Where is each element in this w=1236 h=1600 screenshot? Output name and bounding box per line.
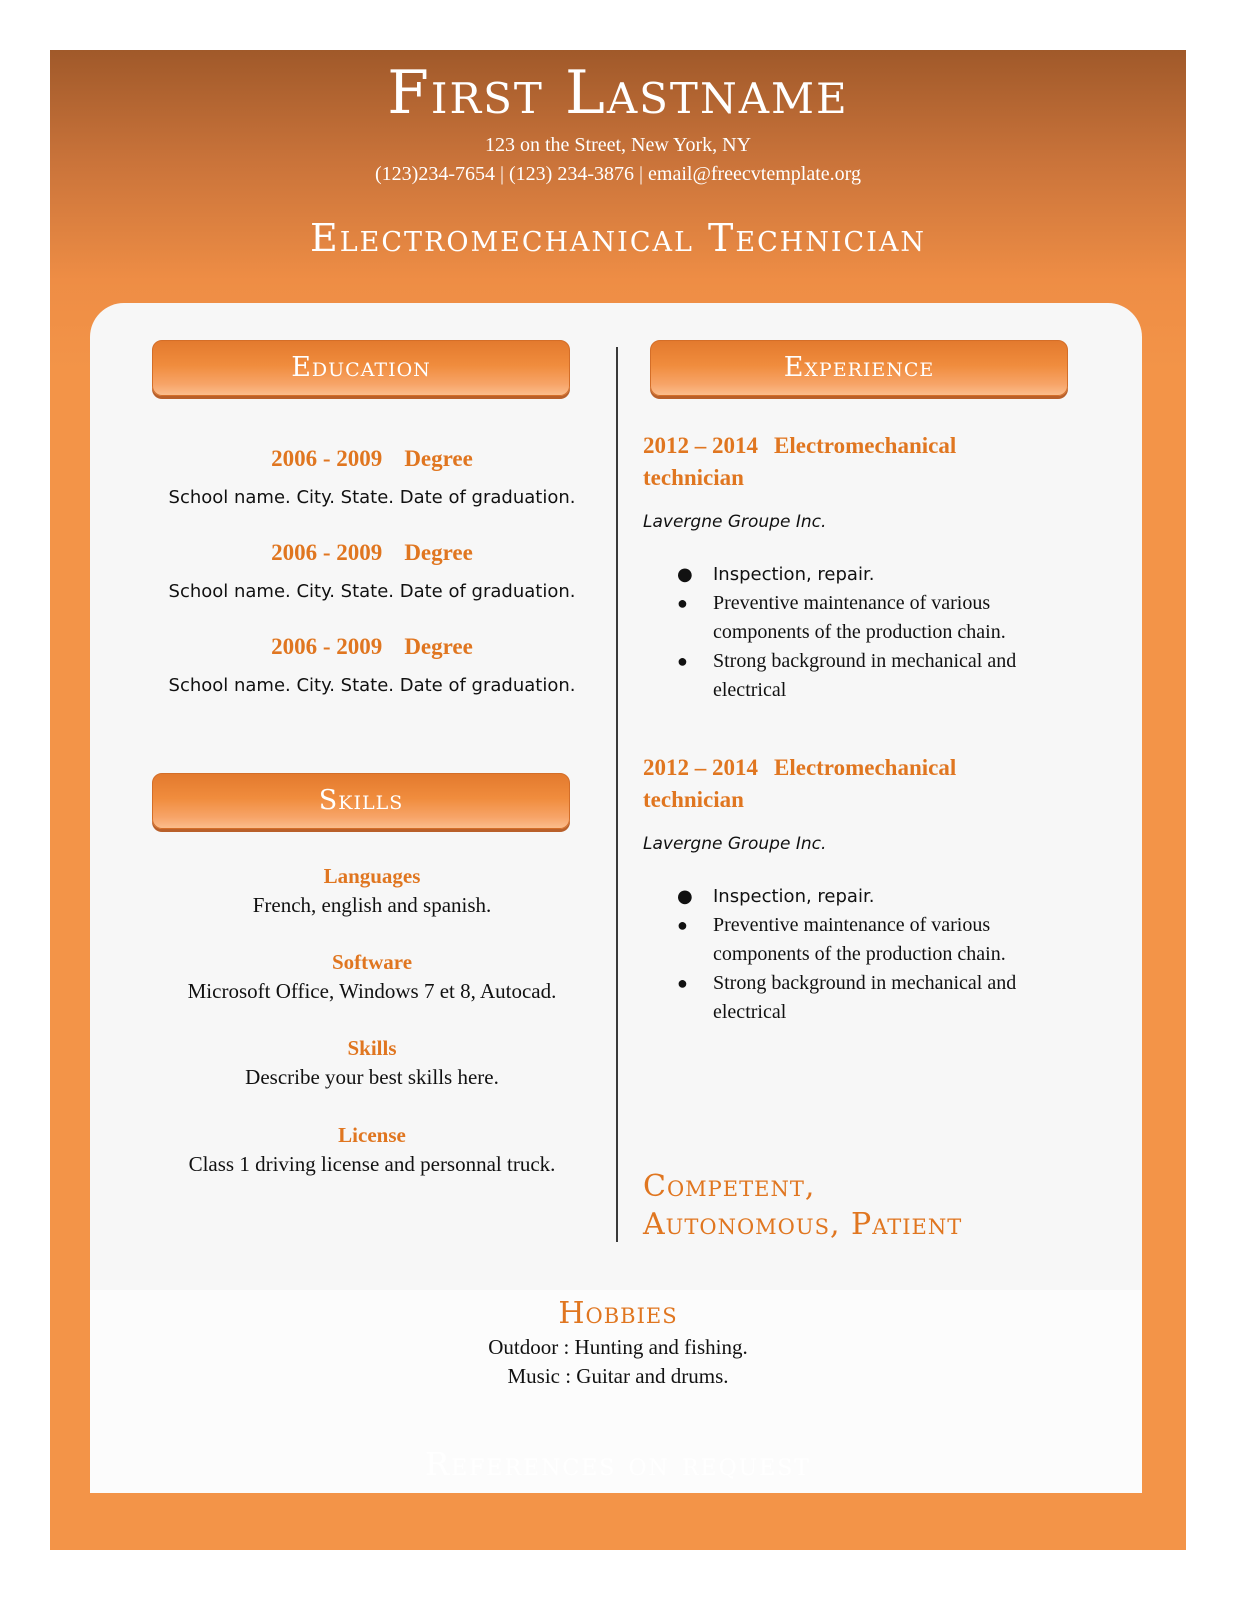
skill-title: Skills (347, 1036, 397, 1060)
references-footer: References on request (425, 1445, 811, 1483)
bullet-icon: ● (677, 564, 693, 585)
personal-qualities (643, 1168, 1123, 1244)
experience-role: Electromechanical technician (643, 433, 957, 490)
list-item: ● Inspection, repair. (643, 882, 1063, 911)
bullet-icon: ● (677, 593, 688, 613)
hobbies-heading: Hobbies (558, 1296, 678, 1331)
bullet-icon: ● (677, 651, 688, 671)
education-details: School name. City. State. Date of graduation. (168, 675, 576, 696)
candidate-name: First Lastname (387, 58, 849, 128)
experience-role: Electromechanical technician (643, 755, 957, 812)
qualities-line: Competent, (643, 1169, 816, 1204)
list-item: ● Strong background in mechanical and electrical (643, 969, 1063, 1027)
experience-company: Lavergne Groupe Inc. (643, 834, 827, 854)
bullet-icon: ● (677, 915, 688, 935)
education-heading: Education (152, 340, 570, 396)
address: 123 on the Street, New York, NY (484, 134, 752, 156)
bullet-icon: ● (677, 886, 693, 907)
education-details: School name. City. State. Date of graduation. (168, 487, 576, 508)
job-title: Electromechanical Technician (309, 216, 927, 260)
hobby-line: Outdoor : Hunting and fishing. (488, 1335, 748, 1359)
skill-desc: Describe your best skills here. (245, 1065, 499, 1089)
education-entry (154, 540, 590, 602)
experience-years: 2012 – 2014 (643, 755, 758, 780)
experience-entry (643, 430, 1063, 705)
email[interactable]: email@freecvtemplate.org (648, 163, 861, 185)
hobbies-section (50, 1296, 1186, 1389)
education-years: 2006 - 2009 (271, 446, 383, 471)
contact-separator: | (639, 163, 644, 185)
experience-duties (643, 882, 1063, 1027)
phone-secondary: (123) 234-3876 (509, 163, 634, 185)
experience-entry (643, 752, 1063, 1027)
education-entry (154, 634, 590, 696)
skill-title: Software (331, 950, 413, 974)
list-item: ● Preventive maintenance of various components of the production chain. (643, 589, 1063, 647)
education-details: School name. City. State. Date of graduation. (168, 581, 576, 602)
skill-item (154, 1036, 590, 1090)
column-divider (616, 347, 618, 1242)
skills-heading: Skills (152, 773, 570, 829)
experience-years: 2012 – 2014 (643, 433, 758, 458)
skill-item (154, 864, 590, 918)
education-degree: Degree (404, 446, 473, 471)
education-degree: Degree (404, 634, 473, 659)
skill-title: License (338, 1123, 406, 1147)
experience-duties (643, 560, 1063, 705)
bullet-icon: ● (677, 973, 688, 993)
skill-desc: Microsoft Office, Windows 7 et 8, Autocad. (187, 979, 557, 1003)
list-item: ● Inspection, repair. (643, 560, 1063, 589)
education-years: 2006 - 2009 (271, 540, 383, 565)
experience-heading: Experience (650, 340, 1068, 396)
contact-line (50, 163, 1186, 186)
phone-primary: (123)234-7654 (375, 163, 495, 185)
education-degree: Degree (404, 540, 473, 565)
education-years: 2006 - 2009 (271, 634, 383, 659)
skill-desc: Class 1 driving license and personnal truck. (188, 1152, 556, 1176)
hobby-line: Music : Guitar and drums. (507, 1364, 729, 1388)
skill-desc: French, english and spanish. (252, 893, 492, 917)
list-item: ● Strong background in mechanical and electrical (643, 647, 1063, 705)
experience-company: Lavergne Groupe Inc. (643, 512, 827, 532)
skill-title: Languages (323, 864, 421, 888)
list-item: ● Preventive maintenance of various components of the production chain. (643, 911, 1063, 969)
contact-separator: | (500, 163, 505, 185)
education-entry (154, 446, 590, 508)
resume-page (50, 50, 1186, 1550)
skill-item (154, 1123, 590, 1177)
skill-item (154, 950, 590, 1004)
qualities-line: Autonomous, Patient (643, 1207, 963, 1242)
